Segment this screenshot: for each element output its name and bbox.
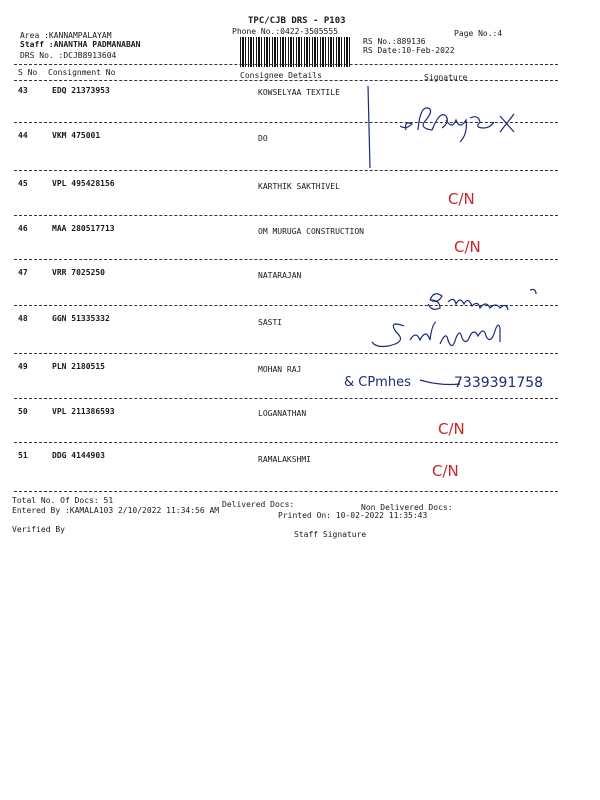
row-consignment-no: GGN 51335332: [52, 314, 110, 323]
cin-mark-row-45: C/N: [448, 190, 475, 208]
staff-signature: Staff Signature: [294, 530, 367, 539]
phone-row-49: 7339391758: [454, 375, 544, 391]
row-consignee: LOGANATHAN: [258, 409, 307, 418]
area-label: Area :KANNAMPALAYAM: [20, 31, 112, 40]
row-consignment-no: VPL 211386593: [52, 407, 115, 416]
row-sno: 50: [18, 407, 28, 416]
document-title: TPC/CJB DRS - P103: [248, 16, 346, 26]
row-consignment-no: VPL 495428156: [52, 179, 115, 188]
signature-row-43: [368, 86, 514, 168]
row-sno: 46: [18, 224, 28, 233]
row-sno: 51: [18, 451, 28, 460]
row-consignment-no: EDQ 21373953: [52, 86, 110, 95]
row-sno: 45: [18, 179, 28, 188]
row-consignment-no: PLN 2180515: [52, 362, 105, 371]
staff-label: Staff :ANANTHA PADMANABAN: [20, 40, 141, 49]
row-sno: 44: [18, 131, 28, 140]
total-docs: Total No. Of Docs: 51: [12, 496, 114, 505]
row-consignment-no: VRR 7025250: [52, 268, 105, 277]
note-row-49: & CPmhes: [344, 375, 411, 390]
col-consignee: Consignee Details: [240, 71, 322, 80]
cin-mark-row-50: C/N: [438, 420, 465, 438]
row-sno: 49: [18, 362, 28, 371]
row-consignee: RAMALAKSHMI: [258, 455, 311, 464]
row-sno: 43: [18, 86, 28, 95]
phone-number: Phone No.:0422-3505555: [232, 27, 338, 36]
rs-date: RS Date:10-Feb-2022: [363, 46, 455, 55]
signature-row-47: [428, 290, 536, 311]
non-delivered-docs: Non Delivered Docs:: [361, 503, 453, 512]
drs-number: DRS No. :DCJB8913604: [20, 51, 117, 60]
page-number: Page No.:4: [454, 29, 503, 38]
row-consignee: NATARAJAN: [258, 271, 302, 280]
cin-mark-row-46: C/N: [454, 238, 481, 256]
signature-row-48: [372, 322, 500, 347]
delivered-docs: Delivered Docs:: [222, 500, 295, 509]
row-consignment-no: MAA 280517713: [52, 224, 115, 233]
col-consignment: Consignment No: [48, 68, 116, 77]
row-consignee: KOWSELYAA TEXTILE: [258, 88, 340, 97]
entered-by: Entered By :KAMALA103 2/10/2022 11:34:56 AM: [12, 506, 220, 515]
row-consignee: OM MURUGA CONSTRUCTION: [258, 227, 364, 236]
printed-on: Printed On: 10-02-2022 11:35:43: [278, 511, 428, 520]
row-consignee: DO: [258, 134, 268, 143]
col-signature: Signature: [424, 73, 468, 82]
verified-by: Verified By: [12, 525, 65, 534]
row-sno: 48: [18, 314, 28, 323]
row-consignment-no: VKM 475001: [52, 131, 101, 140]
row-consignee: SASTI: [258, 318, 283, 327]
rs-number: RS No.:889136: [363, 37, 426, 46]
col-sno: S No: [18, 68, 38, 77]
row-sno: 47: [18, 268, 28, 277]
row-consignment-no: DDG 4144903: [52, 451, 105, 460]
cin-mark-row-51: C/N: [432, 462, 459, 480]
row-consignee: KARTHIK SAKTHIVEL: [258, 182, 340, 191]
row-consignee: MOHAN RAJ: [258, 365, 302, 374]
footer-rule: [14, 491, 558, 492]
